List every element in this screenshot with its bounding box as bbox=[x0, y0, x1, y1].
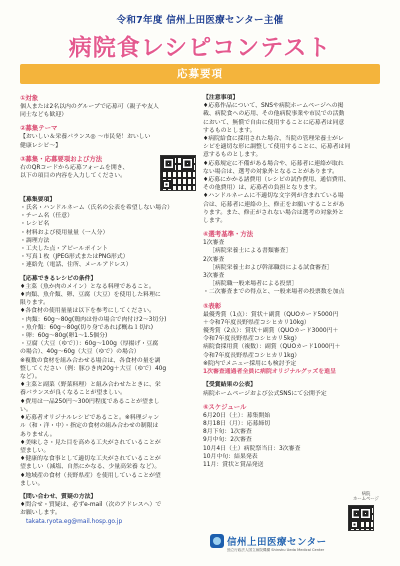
section-heading: ⑥スケジュール bbox=[203, 402, 247, 411]
text-line: ・肉類：60g～80g(鶏肉は骨の場合で肉付け2～3切分) bbox=[20, 316, 167, 323]
text-line: ※複数の食材を組み合わせる場合は、各食材の量を調 bbox=[20, 357, 161, 364]
organizer-line: 令和7年度 信州上田医療センター主催 bbox=[116, 15, 284, 26]
text-line: 1次審査 bbox=[203, 240, 225, 247]
page-title: 病院食レシピコンテスト bbox=[68, 35, 332, 61]
logo-mark-icon bbox=[210, 534, 224, 548]
list-item: ・レシピ名 bbox=[20, 221, 50, 228]
text-line: 9月中旬：2次審査 bbox=[203, 437, 252, 444]
text-line: ♦主菜（魚か肉のメイン）となる料理であること。 bbox=[20, 283, 155, 290]
text-line: 優秀賞（2点）：賞状＋副賞（QUOカード3000円＋ bbox=[203, 328, 339, 335]
section-announce bbox=[203, 381, 381, 397]
section-subheading: 【応募できるレシピの条件】 bbox=[20, 275, 97, 282]
text-line: ります。また、修正がされない場合は選考の対象外と bbox=[203, 209, 344, 216]
text-line: 【おいしい＆栄養バランス◎ ～市民発！おいしい bbox=[20, 134, 151, 141]
text-line: ［病院栄養士および幹部職員による試食審査］ bbox=[209, 264, 333, 271]
section-conditions bbox=[20, 275, 196, 488]
text-line: など）。 bbox=[20, 374, 41, 381]
section-heading: ①対象 bbox=[20, 94, 39, 102]
list-item: ・写真１枚（JPEG形式またはPNG形式） bbox=[20, 254, 129, 261]
text-line: ♦応募者オリジナルレシピであること。※料理ジャン bbox=[20, 415, 160, 422]
homepage-qr-code[interactable] bbox=[348, 505, 374, 531]
text-line: 養バランスが良くなることが望ましい。 bbox=[20, 390, 126, 397]
text-line: 限ります。 bbox=[20, 300, 49, 307]
application-qr-code[interactable] bbox=[160, 155, 196, 191]
text-line: 最優秀賞（1点）：賞状＋副賞（QUOカード5000円 bbox=[203, 311, 339, 318]
text-line: 望ましい（減塩、自然にかなる、少量高栄養 など）。 bbox=[20, 464, 161, 471]
section-heading: ③募集・応募要項および方法 bbox=[20, 154, 103, 163]
text-line: 6月20日（土）：募集開始 bbox=[203, 412, 271, 419]
text-line: 1次審査通過者全員に病院オリジナルグッズを進呈 bbox=[203, 369, 336, 376]
text-line: シピを適切な形に調整して使用することに、応募者は同 bbox=[203, 144, 351, 151]
text-line: 個人または2名以内のグループで応募可（親子や友人 bbox=[20, 104, 159, 110]
text-line: 11月：賞状と賞品発送 bbox=[203, 461, 264, 468]
text-line: 意するものとします。 bbox=[203, 152, 262, 159]
list-item: ・工夫した点・アピールポイント bbox=[20, 246, 109, 253]
section-theme bbox=[20, 124, 196, 149]
text-line: その他費用）は、応募者の負担となります。 bbox=[203, 185, 321, 192]
text-line: 令和7年度長野県産コシヒカリ5kg） bbox=[203, 336, 301, 343]
text-line: 病院ホームページおよび公式SNSにて公開予定 bbox=[203, 390, 327, 397]
text-line: ［病院職一般来場者による投票］ bbox=[209, 281, 298, 288]
homepage-qr-label: 病院 ホームページ bbox=[353, 492, 379, 502]
text-line: 合は、応募者に連絡の上、修正をお願いすることがあ bbox=[203, 201, 345, 208]
section-prizes bbox=[203, 302, 381, 377]
text-line: ♦応募にかかる諸費用（レシピの試作費用、通信費用、 bbox=[203, 177, 350, 184]
text-line: ・卵：60g～80g(卵1～1.5個分) bbox=[20, 333, 108, 340]
text-line: ♦肉類、魚介類、卵、豆腐（大豆）を使用した料理に bbox=[20, 292, 161, 299]
text-line: 10月中旬：結果発表 bbox=[203, 453, 258, 460]
section-banner: 応募要項 bbox=[20, 64, 380, 84]
section-apply bbox=[20, 155, 196, 191]
text-line: 整してください（例：豚ひき肉20g＋大豆（ゆで）40g bbox=[20, 365, 167, 372]
text-line: ［病院栄養士による書類審査］ bbox=[209, 248, 292, 255]
section-subheading: 【募集要項】 bbox=[20, 196, 56, 203]
text-line: 8月下旬：1次審査 bbox=[203, 429, 252, 436]
text-line: ♦応募規定に不備がある場合や、応募者に連絡が取れ bbox=[203, 160, 344, 167]
text-line: 2次審査 bbox=[203, 256, 225, 263]
text-line: 載、病院食への応用、その他病院事業や市民での活動 bbox=[203, 111, 345, 118]
logo-name: 信州上田医療センター bbox=[227, 537, 327, 548]
text-line: ありません。 bbox=[20, 431, 56, 438]
section-judging bbox=[203, 230, 381, 296]
section-heading: ②募集テーマ bbox=[20, 124, 58, 133]
text-line: ♦ハンドルネームに不適切な文字列が含まれている場 bbox=[203, 193, 344, 200]
section-heading: ④選考基準・方法 bbox=[203, 230, 254, 239]
text-line: い。 bbox=[20, 406, 32, 413]
text-line: ♦費用は一品250円～300円程度であることが望まし bbox=[20, 398, 160, 405]
text-line: の場合）、40g～60g（大豆（ゆで）の場合） bbox=[20, 349, 140, 356]
contact-email-link[interactable]: takata.ryota.eg@mail.hosp.go.jp bbox=[26, 518, 123, 525]
section-heading: ⑤表彰 bbox=[203, 301, 222, 310]
text-line: ・二次審査までの得点と、一般来場者の投票数を加点 bbox=[203, 289, 345, 296]
text-line: ・魚介類：60g～80g(切り身であれば概ね１切れ) bbox=[20, 324, 154, 331]
text-line: ♦問合せ・質疑は、必ずe-mail（次のアドレスへ）で bbox=[20, 502, 162, 509]
text-line: ましい。 bbox=[20, 480, 44, 487]
hospital-logo bbox=[210, 534, 350, 562]
text-line: 健康レシピ～】 bbox=[20, 142, 62, 149]
text-line: 3次審査 bbox=[203, 273, 225, 280]
list-item: ・連絡先（電話、住所、メールアドレス） bbox=[20, 262, 132, 269]
section-schedule bbox=[203, 403, 381, 469]
text-line: ない場合は、選考の対象外となることがあります。 bbox=[203, 168, 339, 175]
left-column bbox=[20, 94, 196, 531]
text-line: ♦地域産の食材（長野県産）を使用していることが望 bbox=[20, 472, 161, 479]
right-column bbox=[203, 94, 381, 474]
text-line: ル（和・洋・中）・指定の食材の組み合わせの制限は bbox=[20, 423, 159, 430]
list-item: ・氏名・ハンドルネーム（氏名の公表を希望しない場合） bbox=[20, 205, 173, 212]
text-line: 同士なども歓迎） bbox=[20, 112, 68, 119]
text-line: 病院食採用賞（複数）：副賞（QUOカード1000円＋ bbox=[203, 344, 341, 351]
text-line: ＋令和7年度長野県産コシヒカリ10kg） bbox=[203, 319, 310, 326]
text-line: 令和7年度長野県産コシヒカリ1kg） bbox=[203, 352, 301, 359]
text-line: ♦応募作品について、SNSや病院ホームページへの掲 bbox=[203, 103, 344, 110]
list-item: ・チーム名（任意） bbox=[20, 213, 74, 220]
section-subheading: 【受賞結果の公表】 bbox=[203, 382, 257, 389]
text-line: ♦美味しさ・見た目を高める工夫がされていることが bbox=[20, 439, 161, 446]
text-line: ※院内でメニュー採用にも検討予定 bbox=[203, 360, 297, 367]
text-line: ♦主菜と副菜（野菜料理）と組み合わせたときに、栄 bbox=[20, 382, 161, 389]
text-line: します。 bbox=[203, 218, 227, 225]
text-line: 望ましい。 bbox=[20, 447, 50, 454]
text-line: ♦各食材の使用量量は以下を参考にしてください。 bbox=[20, 308, 155, 315]
text-line: 10月4日（土）病院祭当日：3次審査 bbox=[203, 445, 301, 452]
section-notes bbox=[203, 94, 381, 225]
text-line: ♦健康的な食事として適切な工夫がされていることが bbox=[20, 456, 161, 463]
text-line: ♦病院給食に採用された場合、当院の管理栄養士がレ bbox=[203, 136, 344, 143]
text-line: 8月18日（月）：応募締切 bbox=[203, 420, 271, 427]
list-item: ・調理方法 bbox=[20, 237, 50, 244]
text-line: 以下の項目の内容を入力してください。 bbox=[20, 173, 127, 180]
text-line: ・豆腐（大豆（ゆで））：60g～100g（厚揚げ・豆腐 bbox=[20, 341, 159, 348]
section-subheading: 【問い合わせ、質疑の方法】 bbox=[20, 493, 97, 500]
section-subheading: 【注意事項】 bbox=[203, 95, 239, 101]
section-items bbox=[20, 196, 196, 270]
text-line: するものとします。 bbox=[203, 127, 256, 134]
text-line: 右のQRコードから応募フォームを開き、 bbox=[20, 164, 129, 171]
section-contact bbox=[20, 493, 196, 526]
text-line: において、無償で自由に使用することに応募者は同意 bbox=[203, 119, 345, 126]
section-target bbox=[20, 94, 196, 119]
text-line: お願いします。 bbox=[20, 510, 61, 517]
logo-subtitle: 独立行政法人国立病院機構 Shinshu Ueda Medical Center bbox=[227, 548, 325, 552]
list-item: ・材料および使用量量（一人分） bbox=[20, 229, 109, 236]
